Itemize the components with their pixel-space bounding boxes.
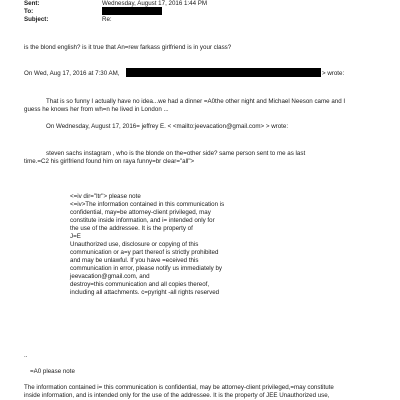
sig-line-12: destroy=this communication and all copies thereof, [70, 281, 210, 288]
quote-header-1 [24, 70, 120, 78]
sig-line-9: and may be unlawful. If you have =eceived this [70, 257, 199, 264]
sig-line-3: confidential, may=be attorney-client privileged, may [70, 209, 211, 216]
redaction-bar-to [102, 7, 162, 15]
body-line-1: is the blond english? is it true that An=rew farkass girlfriend is in your class? [24, 44, 232, 51]
sig-line-4: constitute inside information, and i= intended only for [70, 217, 215, 224]
sent-value: Wednesday, August 17, 2016 1:44 PM [102, 0, 208, 7]
para-1-line-2: guess he knows her from wh=n he lived in London ... [24, 106, 169, 113]
sig-line-2: <=iv>The information contained in this communication is [70, 201, 225, 208]
para-2-line-2: time.=C2 his girlfriend found him on raya funny=br clear="all"> [24, 158, 195, 165]
para-2-line-1: steven sachs instagram , who is the blonde on the=other side? same person sent to me as last [46, 150, 306, 157]
sig-line-10: communication in error, please notify us immediately by [70, 265, 223, 272]
a0-please-note: =A0 please note [30, 368, 75, 375]
sig-line-13: including all attachments. c=pyright -all rights reserved [70, 289, 220, 296]
redaction-bar-sender [126, 68, 321, 77]
sent-label: Sent: [24, 0, 40, 7]
ellipsis-dots: .. [24, 352, 28, 359]
subject-label: Subject: [24, 16, 49, 23]
footer-line-1: The information contained i= this communication is confidential, may be attorney-client privileged,=may constitute [24, 384, 334, 391]
sig-line-5: the use of the addressee. It is the property of [70, 225, 193, 232]
to-label: To: [24, 8, 34, 15]
quote-header-1-prefix: On Wed, Aug 17, 2016 at 7:30 AM, [24, 70, 120, 77]
sig-line-7: Unauthorized use, disclosure or copying of this [70, 241, 199, 248]
quote-header-1-suffix: > wrote: [322, 70, 345, 77]
sig-line-6: J=E [70, 233, 81, 240]
sig-line-8: communication or a=y part thereof is strictly prohibited [70, 249, 219, 256]
footer-line-2: inside information, and is intended only for the use of the addressee. It is the property of JEE Unauthorized use, [24, 392, 330, 399]
sig-line-11: jeevacation@gmail.com, and [70, 273, 150, 280]
sig-line-1: <=iv dir="ltr"> please note [70, 193, 141, 200]
para-1-line-1: That is so funny I actually have no idea...we had a dinner =A0the other night and Michael Neeson came and I [46, 98, 346, 105]
quote-header-2: On Wednesday, August 17, 2016= jeffrey E. < <mailto:jeevacation@gmail.com> > wrote: [46, 123, 289, 130]
subject-value: Re: [102, 16, 112, 23]
